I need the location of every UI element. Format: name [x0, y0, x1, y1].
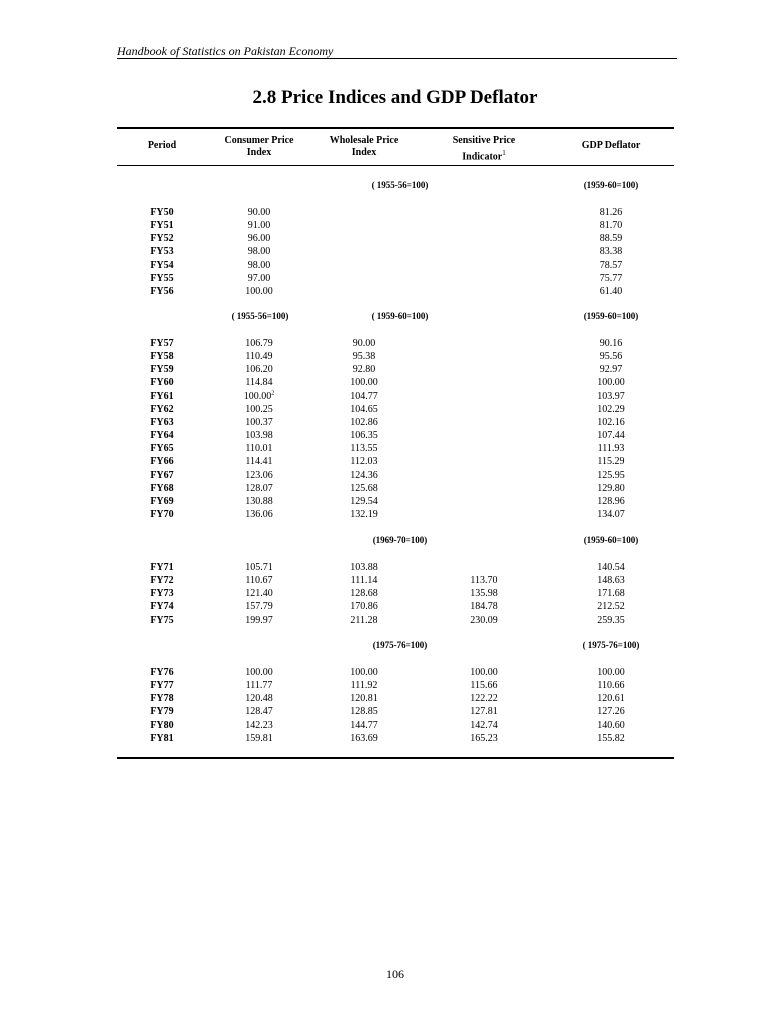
wpi-cell	[327, 363, 401, 376]
table-row	[0, 719, 768, 732]
wpi-cell	[327, 719, 401, 732]
cpi-value: 110.49	[245, 351, 273, 363]
gdp-value: 140.60	[597, 719, 625, 731]
cpi-cell	[222, 403, 296, 416]
gdp-value: 100.00	[597, 377, 625, 389]
gdp-cell	[574, 272, 648, 285]
table-row	[0, 219, 768, 232]
cpi-cell	[222, 561, 296, 574]
cpi-value: 128.47	[245, 706, 273, 718]
wpi-value: 112.03	[350, 456, 378, 468]
cpi-value: 106.79	[245, 338, 273, 349]
wpi-value: 113.55	[350, 443, 378, 455]
gdp-cell	[574, 429, 648, 442]
spi-value: 122.22	[470, 693, 498, 705]
period-cell: FY70	[150, 508, 174, 520]
gdp-cell	[574, 219, 648, 232]
gdp-value: 155.82	[597, 732, 625, 744]
cpi-value: 110.67	[245, 575, 273, 587]
period-cell: FY65	[150, 443, 174, 455]
cpi-cell	[222, 376, 296, 389]
wpi-cell	[327, 469, 401, 482]
period-cell: FY64	[150, 430, 174, 442]
wpi-value: 104.65	[350, 403, 378, 415]
cpi-cell	[222, 587, 296, 600]
period-cell: FY56	[150, 285, 174, 297]
gdp-cell	[574, 416, 648, 429]
cpi-cell	[222, 285, 296, 298]
wpi-value: 90.00	[352, 338, 376, 349]
period-cell: FY75	[150, 614, 174, 626]
period-cell: FY66	[150, 456, 174, 468]
wpi-value: 103.88	[350, 562, 378, 573]
table-row	[0, 692, 768, 705]
gdp-value: 115.29	[597, 456, 625, 468]
gdp-value: 90.16	[599, 338, 623, 349]
wpi-value: 128.68	[350, 588, 378, 600]
cpi-value: 120.48	[245, 693, 273, 705]
period-cell: FY59	[150, 364, 174, 376]
wpi-cell	[327, 600, 401, 613]
wpi-cell	[327, 482, 401, 495]
cpi-cell	[222, 259, 296, 272]
wpi-value: 211.28	[350, 614, 378, 626]
cpi-value: 128.07	[245, 482, 273, 494]
cpi-value: 100.37	[245, 416, 273, 428]
spi-cell	[447, 666, 521, 679]
gdp-value: 125.95	[597, 469, 625, 481]
col-header-cpi-line2: Index	[246, 147, 272, 158]
gdp-cell	[574, 337, 648, 350]
period-cell: FY79	[150, 706, 174, 718]
gdp-cell	[574, 482, 648, 495]
gdp-value: 110.66	[597, 680, 625, 692]
header-bottom-rule	[117, 165, 674, 166]
cpi-value: 199.97	[245, 614, 273, 626]
header-rule	[117, 58, 677, 59]
wpi-cell	[327, 732, 401, 745]
gdp-value: 81.26	[599, 207, 623, 218]
spi-cell	[447, 614, 521, 627]
table-row	[0, 614, 768, 627]
cpi-cell	[222, 692, 296, 705]
cpi-value: 98.00	[247, 246, 271, 258]
wpi-value: 111.14	[350, 575, 378, 587]
wpi-cell	[327, 337, 401, 350]
gdp-value: 102.16	[597, 416, 625, 428]
cpi-cell	[222, 337, 296, 350]
cpi-value: 111.77	[245, 680, 273, 692]
table-row	[0, 363, 768, 376]
gdp-cell	[574, 495, 648, 508]
gdp-cell	[574, 705, 648, 718]
gdp-value: 88.59	[599, 233, 623, 245]
cpi-value: 98.00	[247, 259, 271, 271]
gdp-cell	[574, 376, 648, 389]
cpi-value: 136.06	[245, 508, 273, 520]
wpi-cell	[327, 376, 401, 389]
table-row	[0, 376, 768, 389]
cpi-cell	[222, 508, 296, 521]
gdp-value: 148.63	[597, 575, 625, 587]
gdp-cell	[574, 350, 648, 363]
gdp-cell	[574, 363, 648, 376]
spi-value: 100.00	[470, 667, 498, 678]
wpi-cell	[327, 679, 401, 692]
table-row	[0, 442, 768, 455]
gdp-value: 103.97	[597, 390, 625, 402]
gdp-value: 100.00	[597, 667, 625, 678]
gdp-value: 120.61	[597, 693, 625, 705]
cpi-cell	[222, 719, 296, 732]
spi-value: 127.81	[470, 706, 498, 718]
wpi-cell	[327, 350, 401, 363]
gdp-value: 128.96	[597, 495, 625, 507]
table-row	[0, 495, 768, 508]
table-row	[0, 337, 768, 350]
col-header-gdp: GDP Deflator	[581, 140, 641, 151]
spi-cell	[447, 600, 521, 613]
base-year-label-gdp: (1959-60=100)	[583, 180, 639, 190]
gdp-cell	[574, 390, 648, 403]
period-cell: FY51	[150, 220, 174, 232]
cpi-cell	[222, 363, 296, 376]
wpi-value: 132.19	[350, 508, 378, 520]
table-row	[0, 666, 768, 679]
wpi-value: 106.35	[350, 430, 378, 442]
col-header-spi	[429, 135, 539, 163]
wpi-value: 125.68	[350, 482, 378, 494]
wpi-value: 95.38	[352, 351, 376, 363]
spi-value: 230.09	[470, 614, 498, 626]
cpi-cell	[222, 245, 296, 258]
table-row	[0, 245, 768, 258]
period-cell: FY58	[150, 351, 174, 363]
table-title: 2.8 Price Indices and GDP Deflator	[252, 87, 538, 108]
cpi-cell	[222, 469, 296, 482]
wpi-value: 100.00	[350, 377, 378, 389]
cpi-value: 91.00	[247, 220, 271, 232]
base-year-label-gdp: (1959-60=100)	[583, 535, 639, 545]
cpi-value: 100.00	[243, 390, 272, 402]
gdp-value: 129.80	[597, 482, 625, 494]
period-cell: FY55	[150, 272, 174, 284]
spi-cell	[447, 705, 521, 718]
gdp-cell	[574, 285, 648, 298]
col-header-wpi	[309, 135, 419, 159]
period-cell: FY52	[150, 233, 174, 245]
wpi-cell	[327, 390, 401, 403]
period-cell: FY74	[150, 601, 174, 613]
table-row	[0, 403, 768, 416]
gdp-value: 95.56	[599, 351, 623, 363]
cpi-cell	[222, 574, 296, 587]
spi-cell	[447, 587, 521, 600]
gdp-cell	[574, 587, 648, 600]
wpi-cell	[327, 666, 401, 679]
cpi-value: 90.00	[247, 207, 271, 218]
table-row	[0, 561, 768, 574]
cpi-value: 105.71	[245, 562, 273, 573]
gdp-value: 92.97	[599, 364, 623, 376]
period-cell: FY81	[150, 732, 174, 744]
table-row	[0, 259, 768, 272]
gdp-cell	[574, 469, 648, 482]
table-row	[0, 232, 768, 245]
table-row	[0, 390, 768, 403]
footnote-marker: 2	[271, 390, 275, 397]
gdp-cell	[574, 245, 648, 258]
table-row	[0, 455, 768, 468]
spi-value: 135.98	[470, 588, 498, 600]
spi-cell	[447, 732, 521, 745]
spi-value: 142.74	[470, 719, 498, 731]
gdp-cell	[574, 666, 648, 679]
wpi-value: 92.80	[352, 364, 376, 376]
col-header-wpi-line1: Wholesale Price	[329, 135, 399, 146]
table-row	[0, 482, 768, 495]
wpi-cell	[327, 574, 401, 587]
wpi-cell	[327, 508, 401, 521]
gdp-cell	[574, 442, 648, 455]
gdp-value: 102.29	[597, 403, 625, 415]
period-cell: FY72	[150, 575, 174, 587]
cpi-cell	[222, 442, 296, 455]
table-row	[0, 587, 768, 600]
gdp-value: 259.35	[597, 614, 625, 626]
cpi-value: 114.41	[245, 456, 273, 468]
wpi-value: 111.92	[350, 680, 378, 692]
wpi-value: 102.86	[350, 416, 378, 428]
cpi-cell	[222, 390, 296, 403]
wpi-value: 124.36	[350, 469, 378, 481]
cpi-cell	[222, 272, 296, 285]
gdp-value: 75.77	[599, 272, 623, 284]
col-header-spi-line1: Sensitive Price	[452, 135, 516, 146]
wpi-value: 163.69	[350, 732, 378, 744]
gdp-value: 127.26	[597, 706, 625, 718]
spi-value: 115.66	[470, 680, 498, 692]
cpi-cell	[222, 455, 296, 468]
cpi-cell	[222, 614, 296, 627]
period-cell: FY61	[150, 390, 174, 402]
cpi-cell	[222, 350, 296, 363]
table-row	[0, 285, 768, 298]
period-cell: FY73	[150, 588, 174, 600]
table-top-rule	[117, 127, 674, 129]
period-cell: FY63	[150, 416, 174, 428]
gdp-value: 111.93	[597, 443, 625, 455]
cpi-value: 142.23	[245, 719, 273, 731]
cpi-value: 100.25	[245, 403, 273, 415]
gdp-value: 171.68	[597, 588, 625, 600]
cpi-value: 103.98	[245, 430, 273, 442]
gdp-value: 107.44	[597, 430, 625, 442]
gdp-cell	[574, 679, 648, 692]
wpi-value: 144.77	[350, 719, 378, 731]
period-cell: FY78	[150, 693, 174, 705]
table-row	[0, 350, 768, 363]
gdp-value: 78.57	[599, 259, 623, 271]
col-header-spi-line2: Indicator$^1$	[462, 149, 506, 163]
page-number: 106	[386, 967, 404, 981]
spi-value: 184.78	[470, 601, 498, 613]
gdp-value: 83.38	[599, 246, 623, 258]
cpi-cell	[222, 705, 296, 718]
gdp-cell	[574, 561, 648, 574]
cpi-value: 159.81	[245, 732, 273, 744]
gdp-cell	[574, 600, 648, 613]
wpi-cell	[327, 614, 401, 627]
wpi-cell	[327, 705, 401, 718]
base-year-label-wpi: (1975-76=100)	[372, 640, 428, 650]
cpi-value: 130.88	[245, 495, 273, 507]
gdp-value: 61.40	[599, 285, 623, 297]
table-row	[0, 469, 768, 482]
gdp-value: 140.54	[597, 562, 625, 573]
gdp-cell	[574, 403, 648, 416]
table-row	[0, 679, 768, 692]
gdp-cell	[574, 259, 648, 272]
period-cell: FY60	[150, 377, 174, 389]
wpi-value: 104.77	[350, 390, 378, 402]
base-year-label-wpi: (1969-70=100)	[372, 535, 428, 545]
spi-cell	[447, 719, 521, 732]
cpi-cell	[222, 666, 296, 679]
wpi-cell	[327, 403, 401, 416]
gdp-cell	[574, 614, 648, 627]
table-row	[0, 429, 768, 442]
cpi-cell	[222, 416, 296, 429]
table-row	[0, 705, 768, 718]
cpi-value: 110.01	[245, 443, 273, 455]
period-cell: FY69	[150, 495, 174, 507]
wpi-cell	[327, 495, 401, 508]
gdp-cell	[574, 455, 648, 468]
spi-cell	[447, 574, 521, 587]
table-row	[0, 574, 768, 587]
spi-cell	[447, 692, 521, 705]
base-year-label-gdp: (1959-60=100)	[583, 311, 639, 321]
gdp-value: 81.70	[599, 220, 623, 232]
cpi-value: 96.00	[247, 233, 271, 245]
gdp-value: 212.52	[597, 601, 625, 613]
table-row	[0, 732, 768, 745]
wpi-cell	[327, 561, 401, 574]
wpi-cell	[327, 455, 401, 468]
running-header: Handbook of Statistics on Pakistan Economy	[117, 44, 334, 58]
base-year-label-cpi: ( 1955-56=100)	[231, 311, 289, 321]
gdp-cell	[574, 508, 648, 521]
gdp-cell	[574, 206, 648, 219]
base-year-label-wpi: ( 1955-56=100)	[371, 180, 429, 190]
period-cell: FY67	[150, 469, 174, 481]
spi-value: 113.70	[470, 575, 498, 587]
gdp-cell	[574, 574, 648, 587]
cpi-cell	[222, 232, 296, 245]
cpi-cell	[222, 495, 296, 508]
period-cell: FY57	[150, 338, 174, 349]
cpi-cell	[222, 679, 296, 692]
cpi-value: 114.84	[245, 377, 273, 389]
wpi-value: 170.86	[350, 601, 378, 613]
table-row	[0, 508, 768, 521]
wpi-cell	[327, 429, 401, 442]
gdp-value: 134.07	[597, 508, 625, 520]
spi-footnote-marker: 1	[502, 149, 506, 157]
wpi-cell	[327, 442, 401, 455]
table-bottom-rule	[117, 757, 674, 759]
base-year-label-gdp: ( 1975-76=100)	[582, 640, 640, 650]
cpi-cell	[222, 600, 296, 613]
period-cell: FY77	[150, 680, 174, 692]
cpi-cell	[222, 206, 296, 219]
cpi-value: 121.40	[245, 588, 273, 600]
col-header-cpi-line1: Consumer Price	[224, 135, 294, 146]
col-header-cpi	[204, 135, 314, 159]
gdp-cell	[574, 719, 648, 732]
period-cell: FY50	[150, 207, 174, 218]
cpi-value: 100.00	[245, 667, 273, 678]
wpi-cell	[327, 416, 401, 429]
spi-cell	[447, 679, 521, 692]
cpi-value: 106.20	[245, 364, 273, 376]
cpi-cell	[222, 732, 296, 745]
wpi-value: 128.85	[350, 706, 378, 718]
period-cell: FY71	[150, 562, 174, 573]
table-row	[0, 600, 768, 613]
table-row	[0, 416, 768, 429]
wpi-value: 100.00	[350, 667, 378, 678]
cpi-value: 100.00	[245, 285, 273, 297]
period-cell: FY53	[150, 246, 174, 258]
cpi-value: 97.00	[247, 272, 271, 284]
wpi-cell	[327, 587, 401, 600]
gdp-cell	[574, 692, 648, 705]
cpi-cell	[222, 219, 296, 232]
col-header-period: Period	[147, 140, 177, 151]
gdp-cell	[574, 732, 648, 745]
period-cell: FY76	[150, 667, 174, 678]
table-row	[0, 272, 768, 285]
wpi-value: 120.81	[350, 693, 378, 705]
gdp-cell	[574, 232, 648, 245]
wpi-value: 129.54	[350, 495, 378, 507]
cpi-cell	[222, 429, 296, 442]
cpi-cell	[222, 482, 296, 495]
cpi-value: 157.79	[245, 601, 273, 613]
wpi-cell	[327, 692, 401, 705]
period-cell: FY62	[150, 403, 174, 415]
col-header-wpi-line2: Index	[351, 147, 377, 158]
period-cell: FY54	[150, 259, 174, 271]
base-year-label-wpi: ( 1959-60=100)	[371, 311, 429, 321]
period-cell: FY80	[150, 719, 174, 731]
cpi-value: 123.06	[245, 469, 273, 481]
table-row	[0, 206, 768, 219]
period-cell: FY68	[150, 482, 174, 494]
spi-value: 165.23	[470, 732, 498, 744]
